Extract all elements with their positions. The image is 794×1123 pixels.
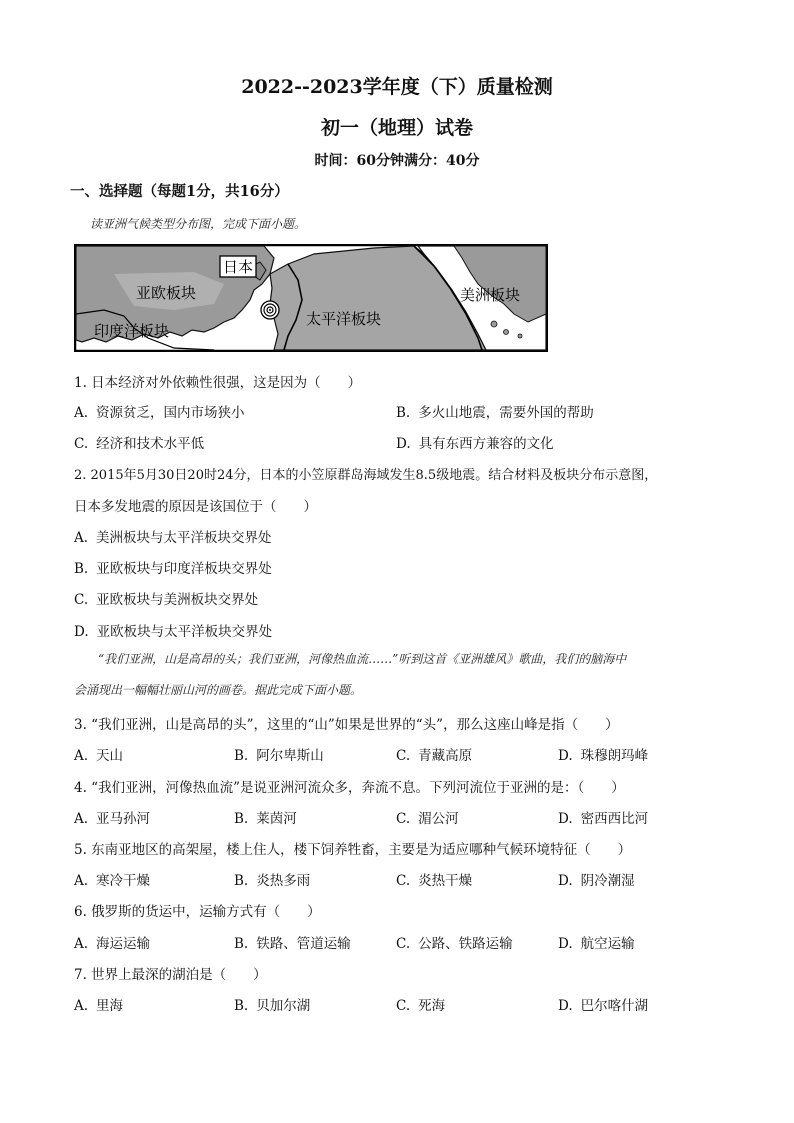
question-2-stem-line1: 2. 2015年5月30日20时24分，日本的小笠原群岛海域发生8.5级地震。结合材料及板块分布示意图， <box>74 468 658 483</box>
map-label-indian: 印度洋板块 <box>94 323 170 340</box>
q2-option-a[interactable]: A. 美洲板块与太平洋板块交界处 <box>74 530 272 546</box>
q6-option-b[interactable]: B. 铁路、管道运输 <box>234 936 351 952</box>
section-intro: 读亚洲气候类型分布图，完成下面小题。 <box>90 217 307 231</box>
q3-option-c[interactable]: C. 青藏高原 <box>396 748 473 764</box>
section-heading: 一、选择题（每题1分，共16分） <box>70 183 289 200</box>
q5-option-c[interactable]: C. 炎热干燥 <box>396 873 473 889</box>
passage-line-1: “我们亚洲，山是高昂的头；我们亚洲，河像热血流……”听到这首《亚洲雄风》歌曲，我们的脑海中 <box>98 652 627 666</box>
q5-option-a[interactable]: A. 寒冷干燥 <box>74 873 151 889</box>
question-4-stem: 4. “我们亚洲，河像热血流”是说亚洲河流众多，奔流不息。下列河流位于亚洲的是：（ ） <box>74 780 625 796</box>
page-subtitle: 初一（地理）试卷 <box>320 117 473 139</box>
passage-line-2: 会涌现出一幅幅壮丽山河的画卷。据此完成下面小题。 <box>74 683 363 697</box>
q4-option-a[interactable]: A. 亚马孙河 <box>74 811 151 827</box>
q4-option-c[interactable]: C. 湄公河 <box>396 811 459 827</box>
q3-option-d[interactable]: D. 珠穆朗玛峰 <box>558 748 649 764</box>
map-label-japan: 日本 <box>222 259 254 276</box>
q2-option-b[interactable]: B. 亚欧板块与印度洋板块交界处 <box>74 561 272 577</box>
page-title: 2022--2023学年度（下）质量检测 <box>241 76 553 98</box>
q1-option-a[interactable]: A. 资源贫乏，国内市场狭小 <box>74 405 245 421</box>
question-1-stem: 1. 日本经济对外依赖性很强，这是因为（ ） <box>74 375 362 391</box>
q4-option-b[interactable]: B. 莱茵河 <box>234 811 297 827</box>
q7-option-b[interactable]: B. 贝加尔湖 <box>234 998 311 1014</box>
q1-option-d[interactable]: D. 具有东西方兼容的文化 <box>396 436 554 452</box>
epicenter-icon <box>261 301 279 319</box>
q1-option-b[interactable]: B. 多火山地震，需要外国的帮助 <box>396 405 594 421</box>
q2-option-c[interactable]: C. 亚欧板块与美洲板块交界处 <box>74 592 259 608</box>
reading-passage <box>74 644 724 706</box>
plate-map <box>74 244 548 352</box>
map-label-pacific: 太平洋板块 <box>306 311 382 328</box>
q7-option-a[interactable]: A. 里海 <box>74 998 124 1014</box>
q6-option-c[interactable]: C. 公路、铁路运输 <box>396 936 513 952</box>
q7-option-d[interactable]: D. 巴尔喀什湖 <box>558 998 649 1014</box>
exam-meta: 时间：60分钟满分：40分 <box>314 153 480 169</box>
question-2-stem-line2: 日本多发地震的原因是该国位于（ ） <box>74 499 317 515</box>
q5-option-b[interactable]: B. 炎热多雨 <box>234 873 311 889</box>
question-3-stem: 3. “我们亚洲，山是高昂的头”，这里的“山”如果是世界的“头”，那么这座山峰是指（ ） <box>74 717 619 733</box>
q3-option-b[interactable]: B. 阿尔卑斯山 <box>234 748 324 764</box>
question-5-stem: 5. 东南亚地区的高架屋，楼上住人，楼下饲养牲畜，主要是为适应哪种气候环境特征（ ） <box>74 842 632 858</box>
q3-option-a[interactable]: A. 天山 <box>74 748 124 764</box>
map-label-american: 美洲板块 <box>460 287 521 304</box>
q7-option-c[interactable]: C. 死海 <box>396 998 446 1014</box>
q4-option-d[interactable]: D. 密西西比河 <box>558 811 649 827</box>
map-label-eurasian: 亚欧板块 <box>136 285 197 302</box>
q5-option-d[interactable]: D. 阴冷潮湿 <box>558 873 635 889</box>
question-7-stem: 7. 世界上最深的湖泊是（ ） <box>74 967 267 983</box>
q1-option-c[interactable]: C. 经济和技术水平低 <box>74 436 205 452</box>
plate-map-svg <box>74 244 548 352</box>
question-6-stem: 6. 俄罗斯的货运中，运输方式有（ ） <box>74 904 321 920</box>
q6-option-a[interactable]: A. 海运运输 <box>74 936 151 952</box>
q2-option-d[interactable]: D. 亚欧板块与太平洋板块交界处 <box>74 624 273 640</box>
q6-option-d[interactable]: D. 航空运输 <box>558 936 635 952</box>
